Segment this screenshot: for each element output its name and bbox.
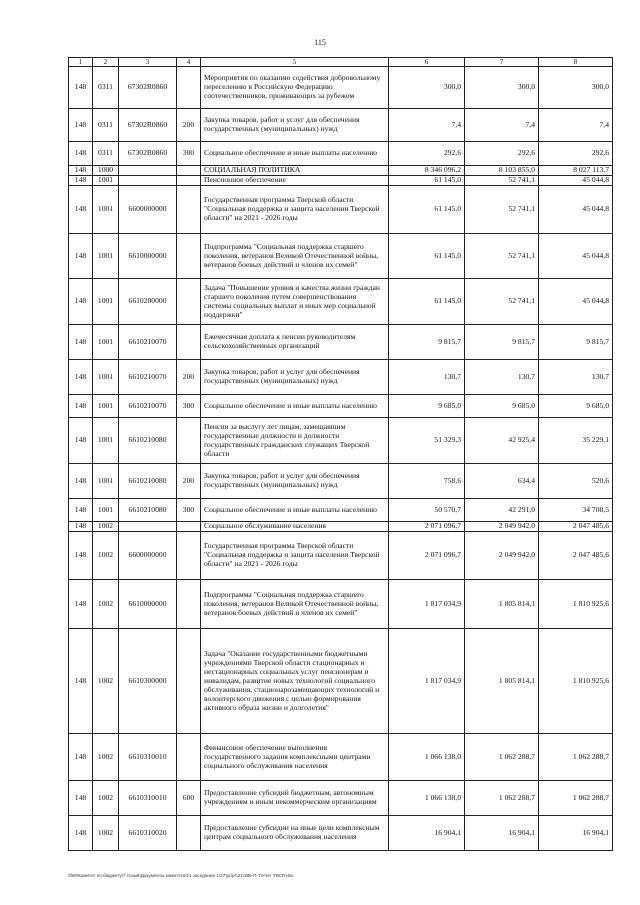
table-cell-section: 1001 <box>93 360 119 395</box>
table-cell-amount-2026: 8 027 113,7 <box>539 166 613 176</box>
table-cell-amount-2024: 7,4 <box>389 109 465 142</box>
table-cell-amount-2026: 35 229,1 <box>539 418 613 464</box>
table-cell-section: 1002 <box>93 734 119 781</box>
table-cell-name: Государственная программа Тверской области "Социальная поддержка и защита населения Тверской области" на 2021 - 2026 годы <box>201 532 389 580</box>
column-number: 3 <box>119 58 177 67</box>
table-cell-section: 1002 <box>93 580 119 629</box>
table-cell-expense-type: 600 <box>177 781 201 816</box>
table-cell-target-article: 6600000000 <box>119 532 177 580</box>
table-cell-expense-type <box>177 418 201 464</box>
table-cell-amount-2025: 9 685,0 <box>465 395 539 418</box>
table-cell-expense-type <box>177 166 201 176</box>
table-cell-ministry: 148 <box>69 464 93 499</box>
table-cell-amount-2024: 8 346 096,2 <box>389 166 465 176</box>
table-cell-amount-2026: 16 904,1 <box>539 816 613 851</box>
table-cell-expense-type: 300 <box>177 499 201 522</box>
table-cell-amount-2026: 45 044,8 <box>539 176 613 186</box>
table-cell-amount-2024: 2 071 096,7 <box>389 522 465 532</box>
table-cell-amount-2024: 9 815,7 <box>389 325 465 360</box>
table-row <box>69 67 613 109</box>
table-cell-amount-2025: 634,4 <box>465 464 539 499</box>
table-cell-target-article: 6610210080 <box>119 499 177 522</box>
table-cell-amount-2025: 9 815,7 <box>465 325 539 360</box>
table-cell-amount-2026: 1 062 288,7 <box>539 781 613 816</box>
table-cell-name: Подпрограмма "Социальная поддержка старшего поколения, ветеранов Великой Отечественной войны, ветеранов боевых действий и членов их семей" <box>201 580 389 629</box>
table-cell-amount-2026: 2 047 485,6 <box>539 522 613 532</box>
table-cell-target-article <box>119 522 177 532</box>
table-cell-ministry: 148 <box>69 67 93 109</box>
table-cell-ministry: 148 <box>69 166 93 176</box>
table-cell-name: Закупка товаров, работ и услуг для обеспечения государственных (муниципальных) нужд <box>201 360 389 395</box>
table-cell-target-article: 6610200000 <box>119 279 177 325</box>
table-cell-target-article: 6610310010 <box>119 781 177 816</box>
table-cell-section: 1001 <box>93 279 119 325</box>
table-cell-section: 1001 <box>93 499 119 522</box>
table-cell-ministry: 148 <box>69 109 93 142</box>
table-cell-name: Социальное обеспечение и иные выплаты населению <box>201 499 389 522</box>
table-cell-ministry: 148 <box>69 734 93 781</box>
table-cell-amount-2026: 2 047 485,6 <box>539 532 613 580</box>
table-cell-amount-2024: 50 570,7 <box>389 499 465 522</box>
table-cell-ministry: 148 <box>69 816 93 851</box>
table-cell-amount-2026: 300,0 <box>539 67 613 109</box>
table-row <box>69 464 613 499</box>
table-row <box>69 734 613 781</box>
table-row <box>69 499 613 522</box>
table-row <box>69 325 613 360</box>
table-cell-section: 1001 <box>93 234 119 279</box>
table-cell-name: Подпрограмма "Социальная поддержка старшего поколения, ветеранов Великой Отечественной войны, ветеранов боевых действий и членов их семей" <box>201 234 389 279</box>
table-cell-name: Социальное обслуживание населения <box>201 522 389 532</box>
table-cell-expense-type: 300 <box>177 142 201 166</box>
table-cell-amount-2024: 292,6 <box>389 142 465 166</box>
table-cell-ministry: 148 <box>69 279 93 325</box>
table-cell-amount-2024: 1 817 034,9 <box>389 629 465 734</box>
table-row <box>69 109 613 142</box>
table-cell-name: Закупка товаров, работ и услуг для обеспечения государственных (муниципальных) нужд <box>201 464 389 499</box>
table-cell-amount-2025: 2 049 942,0 <box>465 532 539 580</box>
table-cell-ministry: 148 <box>69 395 93 418</box>
table-cell-amount-2026: 130,7 <box>539 360 613 395</box>
table-cell-section: 1002 <box>93 522 119 532</box>
table-row <box>69 522 613 532</box>
table-cell-ministry: 148 <box>69 325 93 360</box>
table-cell-name: Государственная программа Тверской области "Социальная поддержка и защита населения Тверской области" на 2021 - 2026 годы <box>201 186 389 234</box>
table-cell-amount-2026: 45 044,8 <box>539 186 613 234</box>
table-cell-target-article: 67302R0860 <box>119 67 177 109</box>
file-path-footer: \\fs8\Комитет по бюджету\7 созыв\Документы комитета\21 заседание 1\27\рг\рг\21\386-П-7\Учет ТВСР.xlsx <box>68 873 294 878</box>
table-cell-amount-2024: 1 066 138,0 <box>389 734 465 781</box>
table-cell-amount-2025: 52 741,1 <box>465 186 539 234</box>
table-cell-amount-2025: 300,0 <box>465 67 539 109</box>
table-cell-amount-2025: 42 291,0 <box>465 499 539 522</box>
column-number: 4 <box>177 58 201 67</box>
table-cell-amount-2026: 1 810 925,6 <box>539 580 613 629</box>
table-row <box>69 532 613 580</box>
table-cell-amount-2024: 1 817 034,9 <box>389 580 465 629</box>
table-cell-amount-2025: 42 925,4 <box>465 418 539 464</box>
column-number: 2 <box>93 58 119 67</box>
table-cell-expense-type <box>177 580 201 629</box>
table-cell-expense-type <box>177 532 201 580</box>
table-cell-amount-2024: 16 904,1 <box>389 816 465 851</box>
table-row <box>69 279 613 325</box>
table-cell-expense-type: 200 <box>177 464 201 499</box>
table-cell-ministry: 148 <box>69 580 93 629</box>
table-cell-name: Пенсии за выслугу лет лицам, замещавшим государственные должности и должности государственных гражданских служащих Тверской области <box>201 418 389 464</box>
table-row <box>69 360 613 395</box>
table-cell-amount-2024: 61 145,0 <box>389 186 465 234</box>
table-cell-amount-2026: 9 685,0 <box>539 395 613 418</box>
table-cell-amount-2024: 61 145,0 <box>389 234 465 279</box>
table-cell-amount-2024: 130,7 <box>389 360 465 395</box>
table-cell-amount-2026: 292,6 <box>539 142 613 166</box>
table-cell-section: 0311 <box>93 109 119 142</box>
table-cell-amount-2024: 61 145,0 <box>389 176 465 186</box>
table-cell-name: Предоставление субсидии на иные цели комплексным центрам социального обслуживания населения <box>201 816 389 851</box>
table-cell-amount-2026: 45 044,8 <box>539 234 613 279</box>
table-cell-amount-2025: 52 741,1 <box>465 279 539 325</box>
table-cell-ministry: 148 <box>69 142 93 166</box>
table-cell-amount-2025: 1 805 814,1 <box>465 629 539 734</box>
table-cell-expense-type <box>177 325 201 360</box>
table-cell-target-article: 6610310010 <box>119 734 177 781</box>
table-cell-ministry: 148 <box>69 418 93 464</box>
table-cell-amount-2024: 9 685,0 <box>389 395 465 418</box>
table-cell-target-article: 6610210080 <box>119 464 177 499</box>
table-cell-ministry: 148 <box>69 532 93 580</box>
table-cell-amount-2025: 52 741,1 <box>465 234 539 279</box>
table-cell-section: 0311 <box>93 67 119 109</box>
table-cell-section: 1000 <box>93 166 119 176</box>
table-cell-name: Пенсионное обеспечение <box>201 176 389 186</box>
table-cell-target-article: 67302R0860 <box>119 109 177 142</box>
table-cell-section: 1002 <box>93 816 119 851</box>
table-cell-name: Социальное обеспечение и иные выплаты населению <box>201 142 389 166</box>
table-cell-ministry: 148 <box>69 499 93 522</box>
table-cell-name: Мероприятия по оказанию содействия добровольному переселению в Российскую Федерацию соотечественников, проживающих за рубежом <box>201 67 389 109</box>
table-cell-amount-2025: 130,7 <box>465 360 539 395</box>
table-cell-section: 1001 <box>93 464 119 499</box>
table-row <box>69 234 613 279</box>
table-row <box>69 418 613 464</box>
table-cell-name: Закупка товаров, работ и услуг для обеспечения государственных (муниципальных) нужд <box>201 109 389 142</box>
table-cell-target-article: 6610210070 <box>119 360 177 395</box>
table-cell-expense-type <box>177 186 201 234</box>
table-cell-target-article: 67302R0860 <box>119 142 177 166</box>
table-cell-amount-2025: 1 805 814,1 <box>465 580 539 629</box>
table-cell-name: Ежемесячная доплата к пенсии руководителям сельскохозяйственных организаций <box>201 325 389 360</box>
table-row <box>69 629 613 734</box>
table-cell-name: СОЦИАЛЬНАЯ ПОЛИТИКА <box>201 166 389 176</box>
table-cell-amount-2025: 16 904,1 <box>465 816 539 851</box>
column-number: 8 <box>539 58 613 67</box>
table-cell-amount-2025: 52 741,1 <box>465 176 539 186</box>
column-number: 6 <box>389 58 465 67</box>
table-cell-section: 1002 <box>93 532 119 580</box>
table-cell-amount-2026: 45 044,8 <box>539 279 613 325</box>
table-cell-expense-type <box>177 522 201 532</box>
table-cell-expense-type: 300 <box>177 395 201 418</box>
table-cell-amount-2024: 2 071 096,7 <box>389 532 465 580</box>
column-number: 7 <box>465 58 539 67</box>
table-cell-ministry: 148 <box>69 629 93 734</box>
table-cell-target-article: 6610210070 <box>119 325 177 360</box>
column-number: 1 <box>69 58 93 67</box>
table-cell-section: 1001 <box>93 176 119 186</box>
budget-table <box>68 57 613 851</box>
table-cell-name: Задача "Оказание государственными бюджетными учреждениями Тверской области стационарных и нестационарных социальных услуг пенсионерам и инвалидам, развитие новых технологий социального обслуживания, стационарозамещающих технологий и волонтерского движения с целью формирования активного образа жизни и долголетия" <box>201 629 389 734</box>
table-cell-name: Задача "Повышение уровня и качества жизни граждан старшего поколения путем совершенствования системы социальных выплат и иных мер социальной поддержки" <box>201 279 389 325</box>
table-cell-section: 1001 <box>93 325 119 360</box>
table-cell-amount-2025: 1 062 288,7 <box>465 781 539 816</box>
table-cell-target-article <box>119 166 177 176</box>
table-cell-expense-type: 200 <box>177 109 201 142</box>
table-cell-amount-2026: 7,4 <box>539 109 613 142</box>
table-cell-amount-2026: 9 815,7 <box>539 325 613 360</box>
table-cell-amount-2024: 51 329,3 <box>389 418 465 464</box>
table-cell-expense-type <box>177 176 201 186</box>
table-cell-ministry: 148 <box>69 234 93 279</box>
table-cell-amount-2025: 292,6 <box>465 142 539 166</box>
table-cell-expense-type <box>177 234 201 279</box>
table-cell-ministry: 148 <box>69 522 93 532</box>
column-number-row <box>69 58 613 67</box>
table-cell-section: 1002 <box>93 629 119 734</box>
table-cell-amount-2024: 1 066 138,0 <box>389 781 465 816</box>
table-row <box>69 186 613 234</box>
table-cell-amount-2025: 1 062 288,7 <box>465 734 539 781</box>
table-cell-ministry: 148 <box>69 360 93 395</box>
table-cell-expense-type <box>177 629 201 734</box>
table-cell-amount-2024: 758,6 <box>389 464 465 499</box>
table-row <box>69 166 613 176</box>
table-cell-ministry: 148 <box>69 781 93 816</box>
table-cell-expense-type <box>177 816 201 851</box>
table-cell-expense-type <box>177 279 201 325</box>
table-cell-section: 1002 <box>93 781 119 816</box>
table-cell-name: Социальное обеспечение и иные выплаты населению <box>201 395 389 418</box>
table-cell-target-article: 6610300000 <box>119 629 177 734</box>
table-cell-name: Финансовое обеспечение выполнения государственного задания комплексными центрами социального обслуживания населения <box>201 734 389 781</box>
table-cell-section: 1001 <box>93 395 119 418</box>
table-cell-ministry: 148 <box>69 186 93 234</box>
table-cell-expense-type <box>177 734 201 781</box>
table-cell-amount-2024: 300,0 <box>389 67 465 109</box>
table-cell-target-article: 6610310020 <box>119 816 177 851</box>
table-cell-amount-2025: 8 103 855,0 <box>465 166 539 176</box>
table-cell-target-article: 6610210080 <box>119 418 177 464</box>
table-cell-section: 1001 <box>93 418 119 464</box>
table-cell-target-article: 6600000000 <box>119 186 177 234</box>
column-number: 5 <box>201 58 389 67</box>
page-number: 115 <box>314 38 326 47</box>
table-cell-section: 1001 <box>93 186 119 234</box>
table-cell-expense-type: 200 <box>177 360 201 395</box>
table-cell-amount-2026: 1 062 288,7 <box>539 734 613 781</box>
table-cell-name: Предоставление субсидий бюджетным, автономным учреждениям и иным некоммерческим организациям <box>201 781 389 816</box>
table-cell-target-article <box>119 176 177 186</box>
table-cell-amount-2024: 61 145,0 <box>389 279 465 325</box>
table-row <box>69 580 613 629</box>
table-row <box>69 176 613 186</box>
table-cell-amount-2026: 520,6 <box>539 464 613 499</box>
table-row <box>69 395 613 418</box>
table-cell-amount-2025: 2 049 942,0 <box>465 522 539 532</box>
table-cell-amount-2026: 1 810 925,6 <box>539 629 613 734</box>
table-cell-section: 0311 <box>93 142 119 166</box>
table-row <box>69 781 613 816</box>
table-cell-target-article: 6610000000 <box>119 580 177 629</box>
table-cell-amount-2025: 7,4 <box>465 109 539 142</box>
table-cell-expense-type <box>177 67 201 109</box>
table-row <box>69 142 613 166</box>
table-cell-amount-2026: 34 708,5 <box>539 499 613 522</box>
table-cell-ministry: 148 <box>69 176 93 186</box>
table-row <box>69 816 613 851</box>
table-cell-target-article: 6610210070 <box>119 395 177 418</box>
table-cell-target-article: 6610000000 <box>119 234 177 279</box>
